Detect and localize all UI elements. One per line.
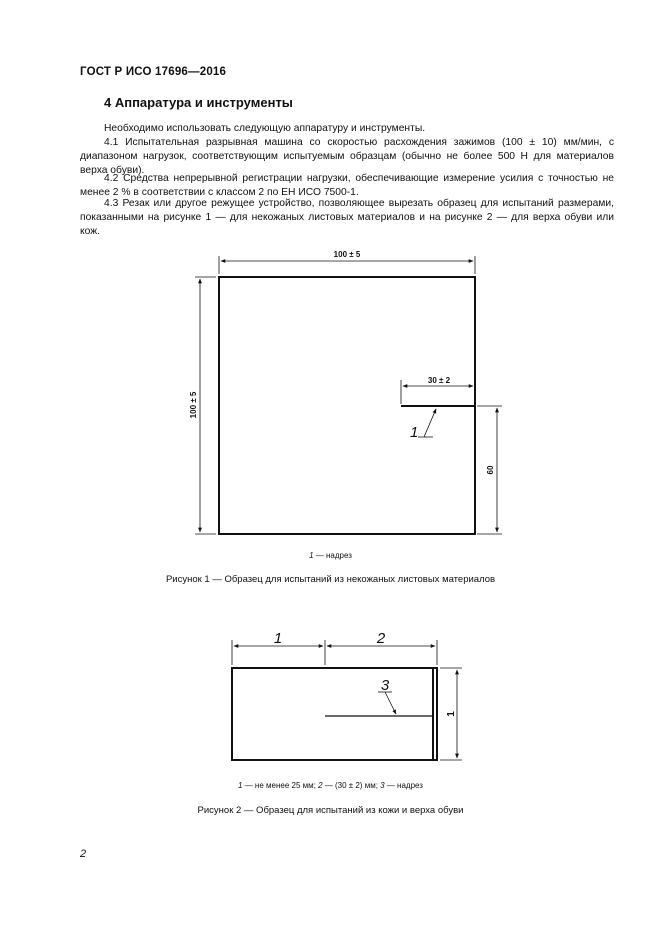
figure-1-legend: 1 — надрез bbox=[309, 551, 352, 560]
figure-1-caption: Рисунок 1 — Образец для испытаний из некожаных листовых материалов bbox=[165, 574, 496, 585]
leader-3 bbox=[385, 692, 396, 714]
document-header: ГОСТ Р ИСО 17696—2016 bbox=[80, 66, 227, 78]
dimension-notch-label: 30 ± 2 bbox=[427, 376, 451, 385]
figure-2-label-3: 3 bbox=[380, 677, 390, 694]
paragraph-4-3: 4.3 Резак или другое режущее устройство, позволяющее вырезать образец для испытаний размерами, показанными на рисунке 1 — для некожаных листовых материалов и на рисунке 2 — для верха обуви или кож. bbox=[80, 198, 614, 237]
dimension-right-label: 60 bbox=[486, 465, 495, 475]
figure-2-label-1: 1 bbox=[273, 630, 283, 647]
paragraph-4-1: 4.1 Испытательная разрывная машина со скоростью расхождения зажимов (100 ± 10) мм/мин, с диапазоном нагрузок, соответствующим испытуемым образцам (обычно не более 500 Н для материалов верха обуви). bbox=[80, 137, 614, 176]
section-title: 4 Аппаратура и инструменты bbox=[104, 95, 293, 110]
dimension-2-right-label: 1 bbox=[446, 711, 457, 717]
paragraph-4-2: 4.2 Средства непрерывной регистрации нагрузки, обеспечивающие измерение усилия с точностью не менее 2 % в соответствии с классом 2 по ЕН ИСО 7500-1. bbox=[80, 173, 614, 198]
dimension-top-label: 100 ± 5 bbox=[333, 250, 361, 259]
figure-1-label-1: 1 bbox=[410, 424, 419, 441]
figure-2-caption: Рисунок 2 — Образец для испытаний из кожи и верха обуви bbox=[197, 805, 464, 816]
figure-2-label-2: 2 bbox=[376, 630, 386, 647]
paragraph-intro: Необходимо использовать следующую аппаратуру и инструменты. bbox=[104, 123, 426, 134]
figure-2-legend: 1 — не менее 25 мм; 2 — (30 ± 2) мм; 3 — надрез bbox=[238, 781, 423, 790]
page-number: 2 bbox=[80, 848, 87, 860]
specimen-2-outline bbox=[232, 668, 437, 760]
dimension-left-label: 100 ± 5 bbox=[189, 391, 198, 419]
